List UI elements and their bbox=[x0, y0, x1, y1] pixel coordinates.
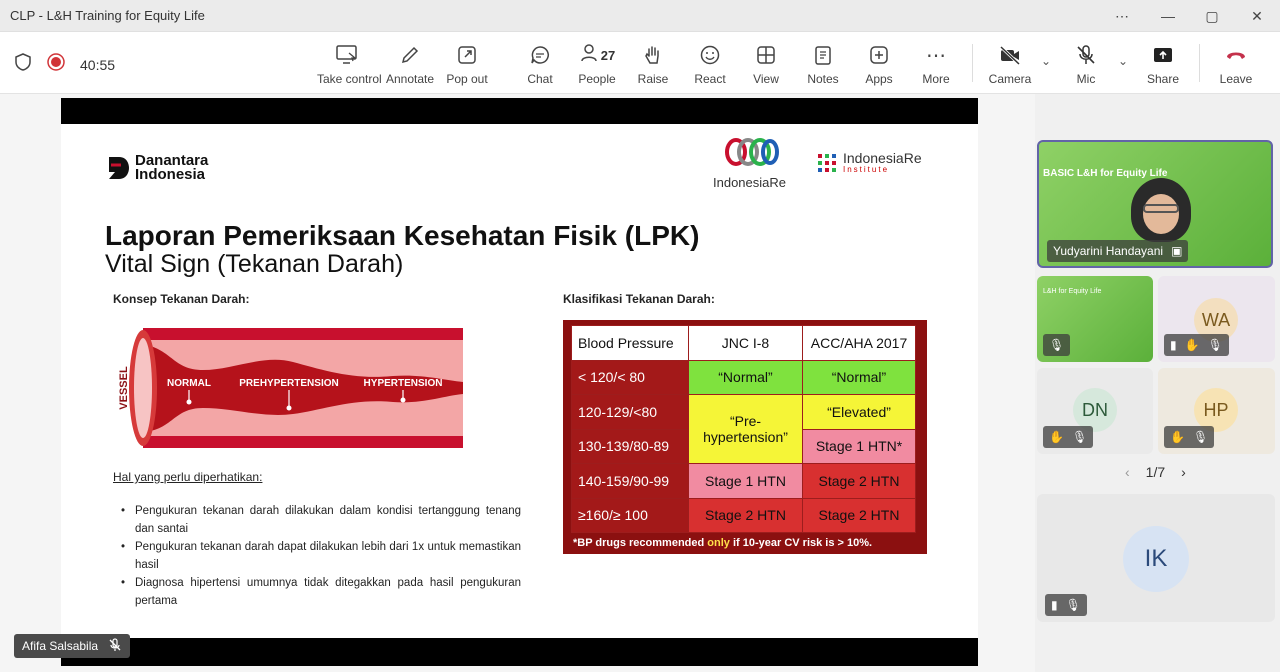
meeting-toolbar bbox=[0, 32, 1280, 94]
status-badge bbox=[1164, 334, 1229, 356]
people-count: 27 bbox=[600, 47, 616, 63]
tile-slide-text: L&H for Equity Life bbox=[1043, 288, 1102, 295]
more-button[interactable]: ⋯ More bbox=[906, 42, 966, 86]
mic-off-icon: 🎙︎ bbox=[1071, 430, 1088, 444]
blood-vessel-illustration bbox=[113, 320, 463, 455]
share-button[interactable]: Share bbox=[1133, 42, 1193, 86]
notes-list bbox=[121, 502, 521, 610]
table-cell: “Normal” bbox=[689, 360, 803, 395]
table-footnote: *BP drugs recommended only if 10-year CV risk is > 10%. bbox=[573, 537, 873, 549]
table-cell: “Elevated” bbox=[803, 395, 916, 430]
gallery-pager bbox=[1125, 464, 1186, 480]
shield-icon[interactable] bbox=[14, 52, 32, 77]
indonesiare-institute-logo: IndonesiaRe Institute bbox=[817, 152, 922, 174]
avatar: DN bbox=[1073, 388, 1117, 432]
avatar: HP bbox=[1194, 388, 1238, 432]
screen-control-icon bbox=[317, 42, 377, 68]
close-icon[interactable]: ✕ bbox=[1251, 7, 1263, 24]
institute-dots-mark bbox=[817, 153, 837, 173]
smiley-icon bbox=[680, 42, 740, 68]
toolbar-divider bbox=[972, 44, 973, 82]
tile-slide-text: BASIC L&H for Equity Life bbox=[1043, 168, 1168, 179]
toolbar-divider bbox=[1199, 44, 1200, 82]
danantara-logo-mark bbox=[107, 155, 131, 181]
minimize-icon[interactable]: — bbox=[1161, 8, 1175, 24]
table-cell: 140-159/90-99 bbox=[572, 464, 689, 499]
hang-up-icon bbox=[1206, 42, 1266, 68]
table-cell: Stage 2 HTN bbox=[689, 498, 803, 533]
table-cell: Stage 1 HTN bbox=[689, 464, 803, 499]
annotate-button[interactable]: Annotate bbox=[380, 42, 440, 86]
grid-icon bbox=[736, 42, 796, 68]
share-icon bbox=[1133, 42, 1193, 68]
table-row bbox=[572, 326, 916, 361]
notes-heading: Hal yang perlu diperhatikan: bbox=[113, 470, 263, 484]
table-row bbox=[572, 498, 916, 533]
table-header: ACC/AHA 2017 bbox=[803, 326, 916, 361]
participant-tile[interactable] bbox=[1037, 494, 1275, 622]
hand-icon: ✋ bbox=[1184, 338, 1200, 352]
notes-icon bbox=[793, 42, 853, 68]
chat-icon bbox=[510, 42, 570, 68]
apps-button[interactable]: Apps bbox=[849, 42, 909, 86]
recording-icon bbox=[46, 52, 66, 77]
slide-title: Laporan Pemeriksaan Kesehatan Fisik (LPK) bbox=[105, 220, 700, 251]
indonesiare-logo-mark bbox=[720, 136, 780, 168]
signal-icon: ▮ bbox=[1051, 598, 1058, 612]
table-row bbox=[572, 464, 916, 499]
list-item: • Pengukuran tekanan darah dilakukan dalam kondisi tertanggung tenang dan santai bbox=[121, 502, 521, 538]
mic-off-icon bbox=[1056, 42, 1116, 68]
chevron-left-icon[interactable]: ‹ bbox=[1125, 464, 1130, 480]
maximize-icon[interactable]: ▢ bbox=[1205, 7, 1219, 24]
take-control-button[interactable]: Take control bbox=[317, 42, 377, 86]
mic-button[interactable]: Mic bbox=[1056, 42, 1116, 86]
shared-slide bbox=[61, 98, 978, 666]
vessel-label-prehypertension: PREHYPERTENSION bbox=[239, 378, 339, 389]
participant-tile[interactable] bbox=[1037, 276, 1153, 362]
people-button[interactable]: 27 People bbox=[567, 42, 627, 86]
leave-button[interactable]: Leave bbox=[1206, 42, 1266, 86]
participant-name-badge: Yudyarini Handayani ▣ bbox=[1047, 240, 1188, 262]
signal-icon: ▮ bbox=[1170, 338, 1177, 352]
vessel-label-hypertension: HYPERTENSION bbox=[363, 378, 443, 389]
notes-button[interactable]: Notes bbox=[793, 42, 853, 86]
list-item: • Diagnosa hipertensi umumnya tidak ditegakkan pada hasil pengukuran pertama bbox=[121, 574, 521, 610]
table-cell: Stage 2 HTN bbox=[803, 498, 916, 533]
table-cell: Stage 2 HTN bbox=[803, 464, 916, 499]
slide-content bbox=[61, 124, 978, 638]
camera-off-icon bbox=[980, 42, 1040, 68]
pop-out-icon bbox=[437, 42, 497, 68]
list-item: • Pengukuran tekanan darah dapat dilakukan lebih dari 1x untuk memastikan hasil bbox=[121, 538, 521, 574]
shared-screen-stage bbox=[0, 94, 1035, 672]
table-cell: Stage 1 HTN* bbox=[803, 429, 916, 464]
participant-video bbox=[1131, 178, 1191, 242]
mic-off-icon: 🎙︎ bbox=[1065, 598, 1081, 612]
hand-icon: ✋ bbox=[1170, 430, 1185, 444]
slide-subtitle: Vital Sign (Tekanan Darah) bbox=[105, 250, 404, 278]
avatar: WA bbox=[1194, 298, 1238, 342]
pen-icon bbox=[380, 42, 440, 68]
participant-tile[interactable] bbox=[1037, 368, 1153, 454]
indonesiare-logo: IndonesiaRe bbox=[713, 136, 786, 190]
react-button[interactable]: React bbox=[680, 42, 740, 86]
people-icon bbox=[579, 42, 601, 69]
table-row bbox=[572, 395, 916, 430]
vessel-label-normal: NORMAL bbox=[167, 378, 211, 389]
participant-tile[interactable] bbox=[1158, 276, 1275, 362]
table-cell: “Normal” bbox=[803, 360, 916, 395]
table-row bbox=[572, 360, 916, 395]
mic-off-icon: 🎙︎ bbox=[1192, 430, 1209, 444]
danantara-logo: Danantara Indonesia bbox=[107, 154, 208, 182]
meeting-timer: 40:55 bbox=[80, 56, 116, 73]
camera-button[interactable]: Camera bbox=[980, 42, 1040, 86]
self-name: Afifa Salsabila bbox=[22, 639, 99, 653]
table-cell: “Pre-hypertension” bbox=[689, 395, 803, 464]
mic-off-icon: 🎙︎ bbox=[1049, 338, 1065, 352]
view-button[interactable]: View bbox=[736, 42, 796, 86]
vessel-side-label: VESSEL bbox=[118, 366, 130, 410]
mic-off-icon bbox=[108, 638, 122, 655]
more-icon: ⋯ bbox=[926, 44, 946, 67]
page-indicator: 1/7 bbox=[1145, 464, 1166, 480]
pop-out-button[interactable]: Pop out bbox=[437, 42, 497, 86]
window-titlebar bbox=[0, 0, 1280, 32]
self-name-tag bbox=[14, 634, 130, 658]
table-cell: 120-129/<80 bbox=[572, 395, 689, 430]
concept-heading: Konsep Tekanan Darah: bbox=[113, 292, 250, 306]
more-options-icon[interactable]: ⋯ bbox=[1115, 7, 1129, 24]
participant-tile-featured[interactable] bbox=[1037, 140, 1273, 268]
table-header: JNC I-8 bbox=[689, 326, 803, 361]
window-title: CLP - L&H Training for Equity Life bbox=[10, 8, 205, 23]
table-cell: ≥160/≥ 100 bbox=[572, 498, 689, 533]
participant-tile[interactable] bbox=[1158, 368, 1275, 454]
table-cell: 130-139/80-89 bbox=[572, 429, 689, 464]
chevron-right-icon[interactable]: › bbox=[1181, 464, 1186, 480]
mic-options-chevron-icon[interactable]: ⌄ bbox=[1118, 54, 1129, 68]
mic-off-icon: 🎙︎ bbox=[1207, 338, 1223, 352]
hand-icon: ✋ bbox=[1049, 430, 1064, 444]
classification-heading: Klasifikasi Tekanan Darah: bbox=[563, 292, 715, 306]
status-badge bbox=[1164, 426, 1214, 448]
status-badge bbox=[1043, 426, 1093, 448]
chat-button[interactable]: Chat bbox=[510, 42, 570, 86]
muted-badge bbox=[1043, 334, 1070, 356]
avatar: IK bbox=[1123, 526, 1189, 592]
table-header: Blood Pressure bbox=[572, 326, 689, 361]
screen-share-icon: ▣ bbox=[1171, 244, 1183, 258]
plus-icon bbox=[849, 42, 909, 68]
participant-gallery bbox=[1035, 94, 1280, 672]
hand-icon bbox=[623, 42, 683, 68]
status-badge bbox=[1045, 594, 1087, 616]
raise-hand-button[interactable]: Raise bbox=[623, 42, 683, 86]
table-cell: < 120/< 80 bbox=[572, 360, 689, 395]
bp-classification-table bbox=[563, 320, 927, 554]
camera-options-chevron-icon[interactable]: ⌄ bbox=[1041, 54, 1052, 68]
